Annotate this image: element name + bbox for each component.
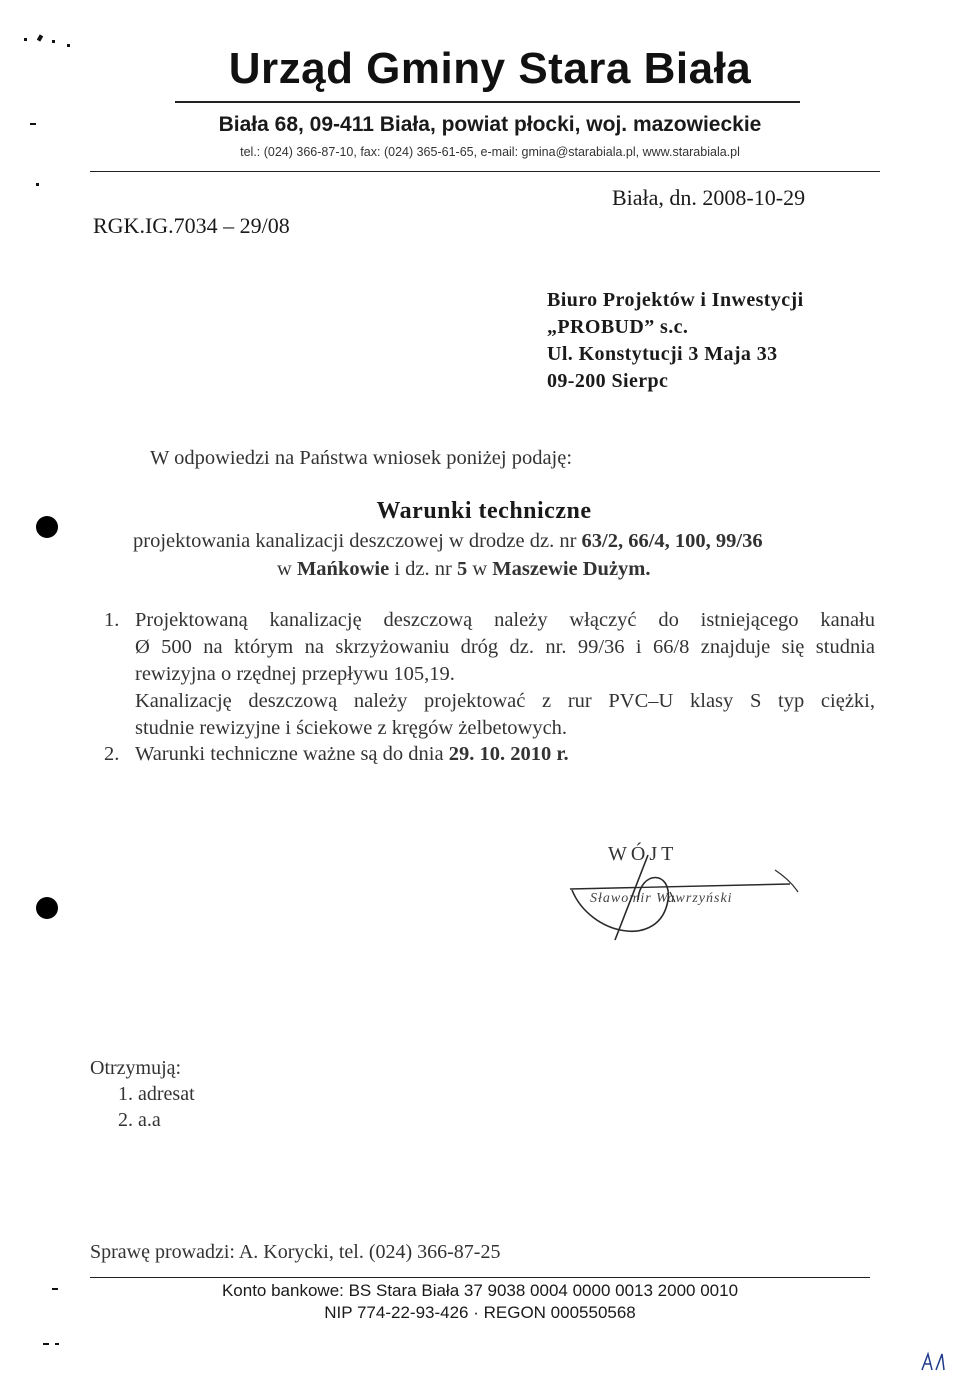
handwritten-signature: [560, 840, 800, 950]
validity-text: Warunki techniczne ważne są do dnia: [135, 743, 449, 765]
subject-text: w: [467, 558, 493, 580]
recipients-heading: Otrzymują:: [90, 1057, 182, 1079]
scan-speck: [43, 1343, 49, 1345]
village-name: Mańkowie: [296, 558, 390, 580]
condition-number: 1.: [104, 609, 120, 631]
stamp-title: WÓJT: [608, 843, 678, 865]
recipient-line: „PROBUD” s.c.: [547, 316, 689, 338]
reference-number: RGK.IG.7034 – 29/08: [93, 213, 290, 238]
recipient-item: 2. a.a: [118, 1109, 161, 1131]
scan-speck: [55, 1343, 59, 1345]
document-title: Warunki techniczne: [376, 498, 592, 524]
office-name: Urząd Gminy Stara Biała: [228, 44, 752, 93]
scan-speck: [30, 123, 36, 125]
stamp-name: Sławomir Wawrzyński: [590, 891, 733, 906]
subject-line: [277, 558, 651, 581]
intro-text: W odpowiedzi na Państwa wniosek poniżej podaję:: [150, 447, 573, 469]
scan-speck: [37, 34, 43, 41]
punch-hole: [36, 897, 58, 919]
scan-speck: [67, 44, 70, 47]
recipient-line: Biuro Projektów i Inwestycji: [547, 289, 804, 311]
recipient-line: 09-200 Sierpc: [547, 370, 669, 392]
scan-speck: [52, 40, 55, 43]
parcel-numbers: 63/2, 66/4, 100, 99/36: [581, 530, 763, 552]
village-name: Maszewie Dużym: [492, 558, 646, 580]
recipient-item: 1. adresat: [118, 1083, 195, 1105]
subject-text: projektowania kanalizacji deszczowej w drodze dz. nr: [133, 530, 582, 552]
handwritten-page-mark: [920, 1350, 952, 1374]
footer-rule: [90, 1277, 870, 1278]
condition-text: [135, 743, 569, 766]
subject-text: .: [645, 558, 651, 580]
place-date: Biała, dn. 2008-10-29: [612, 185, 806, 210]
header-rule: [90, 171, 880, 172]
validity-date: 29. 10. 2010 r.: [448, 743, 569, 765]
condition-text: Projektowaną kanalizację deszczową należy włączyć do istniejącego kanału: [135, 609, 875, 631]
condition-text: Ø 500 na którym na skrzyżowaniu dróg dz. nr. 99/36 i 66/8 znajduje się studnia: [135, 636, 875, 658]
condition-text: rewizyjna o rzędnej przepływu 105,19.: [135, 663, 455, 685]
condition-text: studnie rewizyjne i ściekowe z kręgów żelbetowych.: [135, 717, 568, 739]
subject-line: [133, 530, 763, 553]
office-contact: tel.: (024) 366-87-10, fax: (024) 365-61-65, e-mail: gmina@starabiala.pl, www.starabiala.pl: [240, 145, 740, 159]
subject-text: i dz. nr: [389, 558, 457, 580]
subject-text: w: [277, 558, 297, 580]
office-address: Biała 68, 09-411 Biała, powiat płocki, woj. mazowieckie: [218, 113, 762, 136]
parcel-number: 5: [456, 558, 468, 580]
recipient-line: Ul. Konstytucji 3 Maja 33: [547, 343, 778, 365]
scan-speck: [52, 1288, 58, 1290]
scan-speck: [24, 38, 27, 41]
scan-speck: [36, 183, 39, 186]
handled-by: Sprawę prowadzi: A. Korycki, tel. (024) 366-87-25: [90, 1241, 501, 1263]
letterhead-rule: [175, 101, 800, 103]
tax-ids: NIP 774-22-93-426 · REGON 000550568: [324, 1303, 636, 1322]
bank-account: Konto bankowe: BS Stara Biała 37 9038 0004 0000 0013 2000 0010: [221, 1281, 739, 1300]
condition-text: Kanalizację deszczową należy projektować z rur PVC–U klasy S typ ciężki,: [135, 690, 875, 712]
condition-number: 2.: [104, 743, 120, 765]
